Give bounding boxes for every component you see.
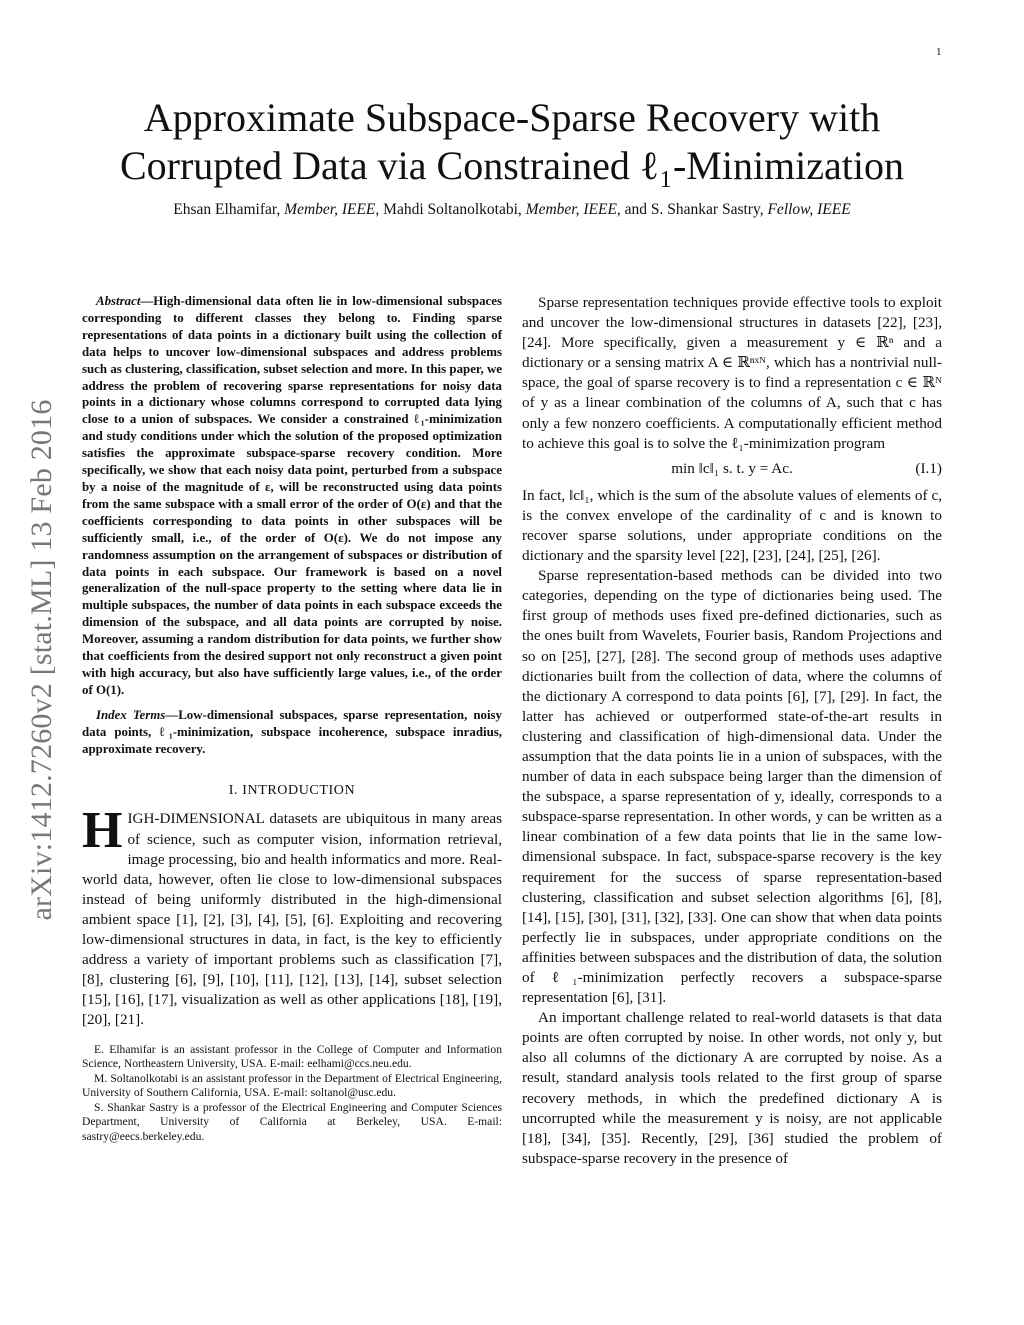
left-column bbox=[82, 293, 502, 1144]
intro-paragraph-text: IGH-DIMENSIONAL datasets are ubiquitous in many areas of science, such as computer vision, information retrieval, image processing, bio and health informatics and more. Real-world data, however, often lie close to low-dimensional subspaces instead of being uniformly distributed in the high-dimensional ambient space [1], [2], [3], [4], [5], [6]. Exploiting and recovering low-dimensional structures in data, in fact, is the key to efficiently address a variety of important problems such as classification [7], [8], clustering [6], [9], [10], [11], [12], [13], [14], subset selection [15], [16], [17], visualization as well as other applications [18], [19], [20], [21]. bbox=[82, 810, 502, 1029]
paragraph-dictionary-categories: Sparse representation-based methods can be divided into two categories, depending on the type of dictionaries being used. The first group of methods uses fixed pre-defined dictionaries, such as the ones built from Wavelets, Fourier basis, Random Projections and so on [25], [27], [28]. The second group of methods uses adaptive dictionaries built from the collection of data, where the columns of the dictionary A correspond to data points [6], [7], [29]. In fact, the latter has achieved or outperformed state-of-the-art results in clustering and classification of high-dimensional data. Under the assumption that the data points lie in a union of subspaces, with the number of data in each subspace being larger than the dimension of the subspace, a sparse representation of y, ideally, corresponds to a subspace-sparse representation. In other words, y can be written as a linear combination of a few data points that lie in the same low-dimensional subspace. In fact, subspace-sparse recovery is the key requirement for the success of sparse representation-based clustering, classification and subset selection algorithms [6], [8], [14], [15], [30], [31], [32], [33]. One can show that when data points perfectly lie in subspaces, under appropriate conditions on the affinities between subspaces and the distribution of data, the solution of ℓ₁-minimization perfectly recovers a subspace-sparse representation [6], [31]. bbox=[522, 567, 942, 1007]
abstract bbox=[82, 293, 502, 699]
equation-body: min ‖c‖₁ s. t. y = Ac. bbox=[671, 459, 793, 477]
abstract-lead: Abstract bbox=[96, 294, 141, 308]
footnote-2: M. Soltanolkotabi is an assistant professor in the Department of Electrical Engineering, University of Southern California, USA. E-mail: soltanol@usc.edu. bbox=[82, 1071, 502, 1099]
paper-title bbox=[60, 94, 964, 190]
index-terms bbox=[82, 707, 502, 758]
abstract-text: —High-dimensional data often lie in low-dimensional subspaces corresponding to different classes they belong to. Finding sparse representations of data points in a dictionary built using the collection of data helps to uncover low-dimensional subspaces and address problems such as clustering, classification, subset selection and more. In this paper, we address the problem of recovering sparse representations for noisy data points in a dictionary whose columns correspond to corrupted data lying close to a union of subspaces. We consider a constrained ℓ₁-minimization and study conditions under which the solution of the proposed optimization satisfies the approximate subspace-sparse recovery condition. More specifically, we show that each noisy data point, perturbed from a subspace by a noise of the magnitude of ε, will be reconstructed using data points from the same subspace with a small error of the order of O(ε) and that the coefficients corresponding to data points in other subspaces will be sufficiently small, i.e., of the order of O(ε). We do not impose any randomness assumption on the arrangement of subspaces or distribution of data points in each subspace. Our framework is based on a novel generalization of the null-space property to the setting where data lie in multiple subspaces, the number of data points in each subspace exceeds the dimension of the subspace, and all data points are corrupted by noise. Moreover, assuming a random distribution for data points, we further show that coefficients from the desired support not only reconstruct a given point with high accuracy, but also have sufficiently large values, i.e., of the order of O(1). bbox=[82, 294, 502, 697]
index-terms-text: —Low-dimensional subspaces, sparse representation, noisy data points, ℓ₁-minimization, subspace incoherence, subspace inradius, approximate recovery. bbox=[82, 707, 502, 756]
paragraph-convex-envelope: In fact, ‖c‖₁, which is the sum of the absolute values of elements of c, is the convex envelope of the cardinality of c and is known to recover sparse solutions, under appropriate conditions on the dictionary and the sparsity level [22], [23], [24], [25], [26]. bbox=[522, 486, 942, 565]
author-1-role: Member, IEEE, bbox=[284, 201, 380, 218]
section-heading-introduction: I. INTRODUCTION bbox=[228, 783, 356, 799]
arxiv-identifier[interactable] bbox=[22, 360, 62, 960]
author-1: Ehsan Elhamifar, bbox=[173, 201, 281, 218]
intro-paragraph bbox=[82, 802, 502, 1030]
title-line-1: Approximate Subspace-Sparse Recovery with bbox=[143, 95, 881, 140]
author-3-role: Fellow, IEEE bbox=[767, 201, 851, 218]
paragraph-sparse-representation: Sparse representation techniques provide effective tools to exploit and uncover the low-dimensional structures in datasets [22], [23], [24]. More specifically, given a measurement y ∈ ℝⁿ and a dictionary or a sensing matrix A ∈ ℝⁿˣᴺ, which has a nontrivial null-space, the goal of sparse recovery is to find a representation c ∈ ℝᴺ of y as a linear combination of the columns of A, such that c has only a few nonzero coefficients. A computationally efficient method to achieve this goal is to solve the ℓ₁-minimization program bbox=[522, 294, 942, 452]
author-footnotes bbox=[82, 1043, 502, 1145]
drop-cap: H bbox=[82, 802, 123, 860]
title-line-2: Corrupted Data via Constrained ℓ₁-Minimization bbox=[119, 143, 905, 188]
right-column bbox=[522, 293, 942, 1169]
arxiv-identifier-text: arXiv:1412.7260v2 [stat.ML] 13 Feb 2016 bbox=[25, 399, 58, 921]
footnote-1: E. Elhamifar is an assistant professor in the College of Computer and Information Science, Northeastern University, USA. E-mail: eelhami@ccs.neu.edu. bbox=[82, 1042, 502, 1070]
author-2: Mahdi Soltanolkotabi, bbox=[383, 201, 522, 218]
index-terms-lead: Index Terms bbox=[96, 707, 166, 722]
equation-i1 bbox=[522, 454, 942, 484]
author-list bbox=[60, 201, 964, 219]
author-3: and S. Shankar Sastry, bbox=[624, 201, 764, 218]
page-number: 1 bbox=[936, 46, 942, 58]
equation-number: (I.1) bbox=[915, 459, 942, 477]
footnote-3: S. Shankar Sastry is a professor of the Electrical Engineering and Computer Sciences Department, University of California at Berkeley, USA. E-mail: sastry@eecs.berkeley.edu. bbox=[82, 1100, 502, 1143]
paragraph-noise-challenge: An important challenge related to real-world datasets is that data points are often corrupted by noise. In other words, not only y, but also all columns of the dictionary A are corrupted by noise. As a result, standard analysis tools related to the first group of sparse recovery methods, in which the predefined dictionary A is uncorrupted while the measurement y is noisy, are not applicable [18], [34], [35]. Recently, [29], [36] studied the problem of subspace-sparse recovery in the presence of bbox=[522, 1009, 942, 1167]
author-2-role: Member, IEEE, bbox=[525, 201, 621, 218]
